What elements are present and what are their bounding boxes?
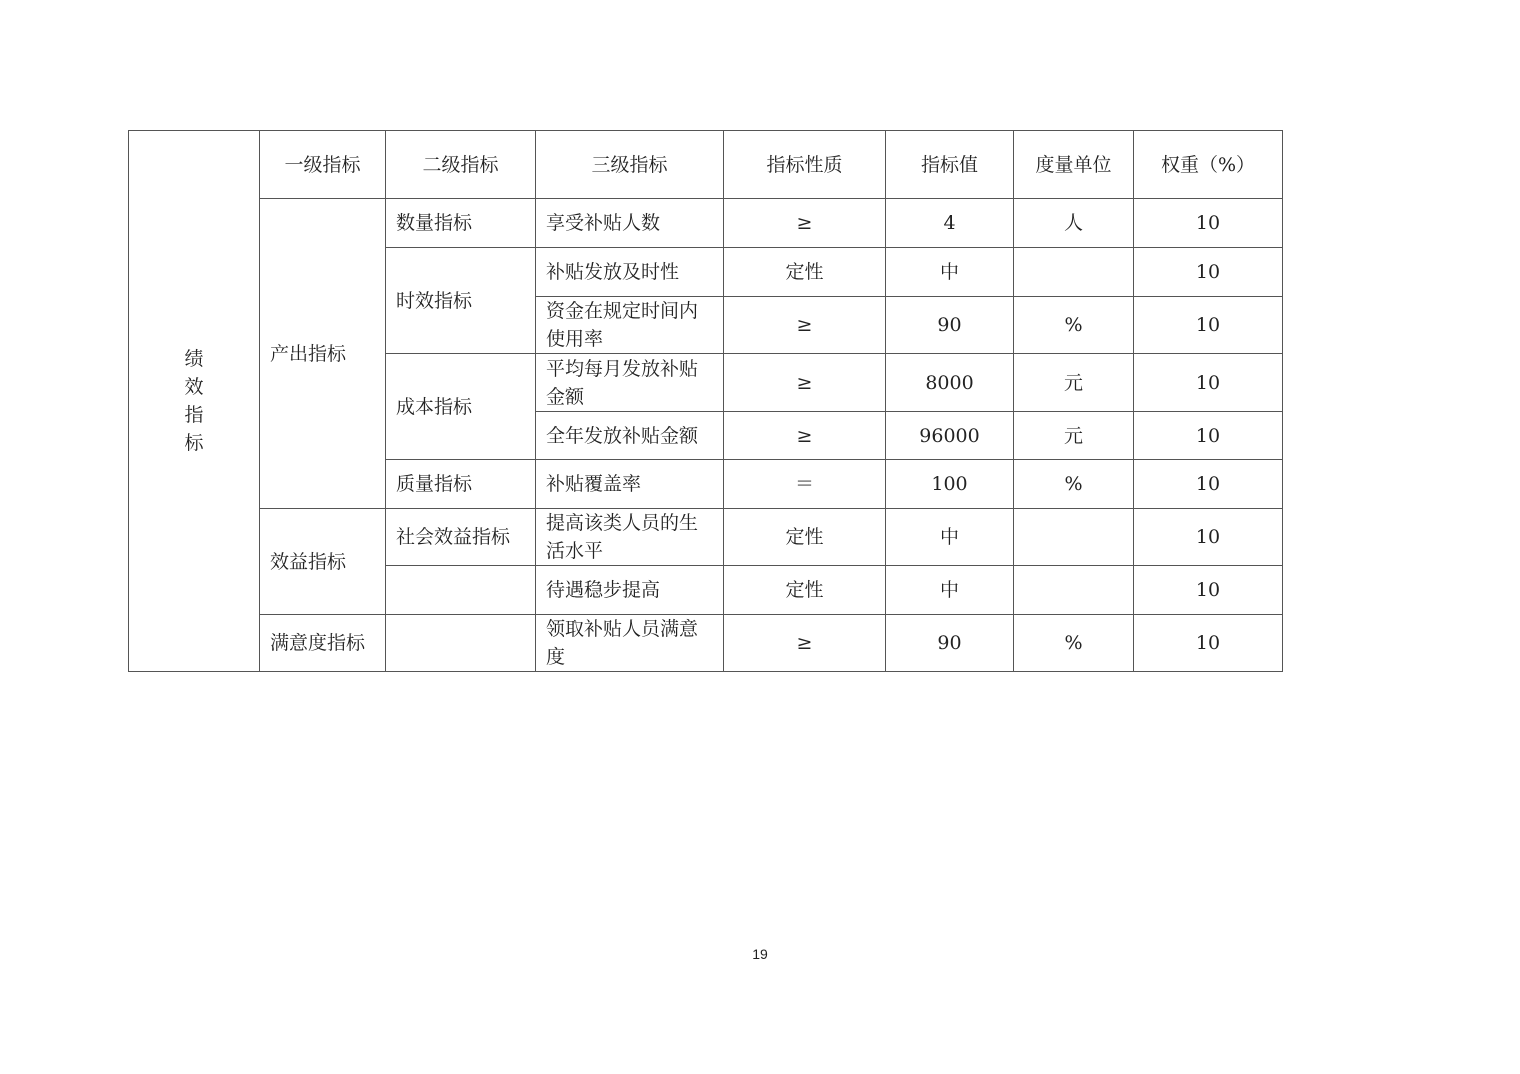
value-cell: 中 [886, 566, 1014, 615]
weight-cell: 10 [1134, 199, 1283, 248]
value-cell: 中 [886, 248, 1014, 297]
header-unit: 度量单位 [1014, 131, 1134, 199]
table-row [129, 615, 1283, 672]
value-cell: 中 [886, 509, 1014, 566]
value-cell: 4 [886, 199, 1014, 248]
header-weight: 权重（%） [1134, 131, 1283, 199]
indicator-cell: 领取补贴人员满意度 [536, 615, 724, 672]
unit-cell: % [1014, 615, 1134, 672]
indicator-cell: 享受补贴人数 [536, 199, 724, 248]
nature-cell: ＝ [724, 460, 886, 509]
side-label-char: 标 [184, 432, 204, 454]
indicator-cell: 平均每月发放补贴金额 [536, 354, 724, 412]
nature-cell: ≥ [724, 297, 886, 354]
nature-cell: ≥ [724, 199, 886, 248]
subgroup-timeliness: 时效指标 [386, 248, 536, 354]
weight-cell: 10 [1134, 297, 1283, 354]
nature-cell: 定性 [724, 566, 886, 615]
subgroup-empty-cell [386, 566, 536, 615]
group-benefit: 效益指标 [260, 509, 386, 615]
indicator-cell: 补贴覆盖率 [536, 460, 724, 509]
indicator-cell: 提高该类人员的生活水平 [536, 509, 724, 566]
subgroup-empty-cell [386, 615, 536, 672]
side-label-char: 效 [184, 376, 204, 398]
value-cell: 90 [886, 297, 1014, 354]
weight-cell: 10 [1134, 460, 1283, 509]
weight-cell: 10 [1134, 412, 1283, 460]
weight-cell: 10 [1134, 354, 1283, 412]
nature-cell: ≥ [724, 354, 886, 412]
table-header-row [129, 131, 1283, 199]
unit-cell [1014, 248, 1134, 297]
subgroup-quality: 质量指标 [386, 460, 536, 509]
unit-cell: % [1014, 297, 1134, 354]
header-nature: 指标性质 [724, 131, 886, 199]
subgroup-social: 社会效益指标 [386, 509, 536, 566]
nature-cell: ≥ [724, 615, 886, 672]
value-cell: 100 [886, 460, 1014, 509]
indicator-cell: 补贴发放及时性 [536, 248, 724, 297]
value-cell: 96000 [886, 412, 1014, 460]
unit-cell [1014, 509, 1134, 566]
page-number: 19 [752, 946, 768, 962]
side-label-char: 绩 [184, 348, 204, 370]
header-level3: 三级指标 [536, 131, 724, 199]
indicator-cell: 全年发放补贴金额 [536, 412, 724, 460]
indicator-cell: 资金在规定时间内使用率 [536, 297, 724, 354]
weight-cell: 10 [1134, 509, 1283, 566]
unit-cell: 元 [1014, 412, 1134, 460]
indicator-cell: 待遇稳步提高 [536, 566, 724, 615]
value-cell: 90 [886, 615, 1014, 672]
table-row [129, 509, 1283, 566]
nature-cell: ≥ [724, 412, 886, 460]
side-label-cell [129, 131, 260, 672]
value-cell: 8000 [886, 354, 1014, 412]
header-value: 指标值 [886, 131, 1014, 199]
nature-cell: 定性 [724, 248, 886, 297]
weight-cell: 10 [1134, 615, 1283, 672]
group-satisfaction: 满意度指标 [260, 615, 386, 672]
table-row [129, 199, 1283, 248]
subgroup-cost: 成本指标 [386, 354, 536, 460]
header-level2: 二级指标 [386, 131, 536, 199]
header-level1: 一级指标 [260, 131, 386, 199]
side-label-char: 指 [184, 404, 204, 426]
performance-indicator-table [128, 130, 1283, 672]
unit-cell [1014, 566, 1134, 615]
nature-cell: 定性 [724, 509, 886, 566]
group-output: 产出指标 [260, 199, 386, 509]
weight-cell: 10 [1134, 566, 1283, 615]
weight-cell: 10 [1134, 248, 1283, 297]
unit-cell: % [1014, 460, 1134, 509]
unit-cell: 人 [1014, 199, 1134, 248]
unit-cell: 元 [1014, 354, 1134, 412]
subgroup-quantity: 数量指标 [386, 199, 536, 248]
